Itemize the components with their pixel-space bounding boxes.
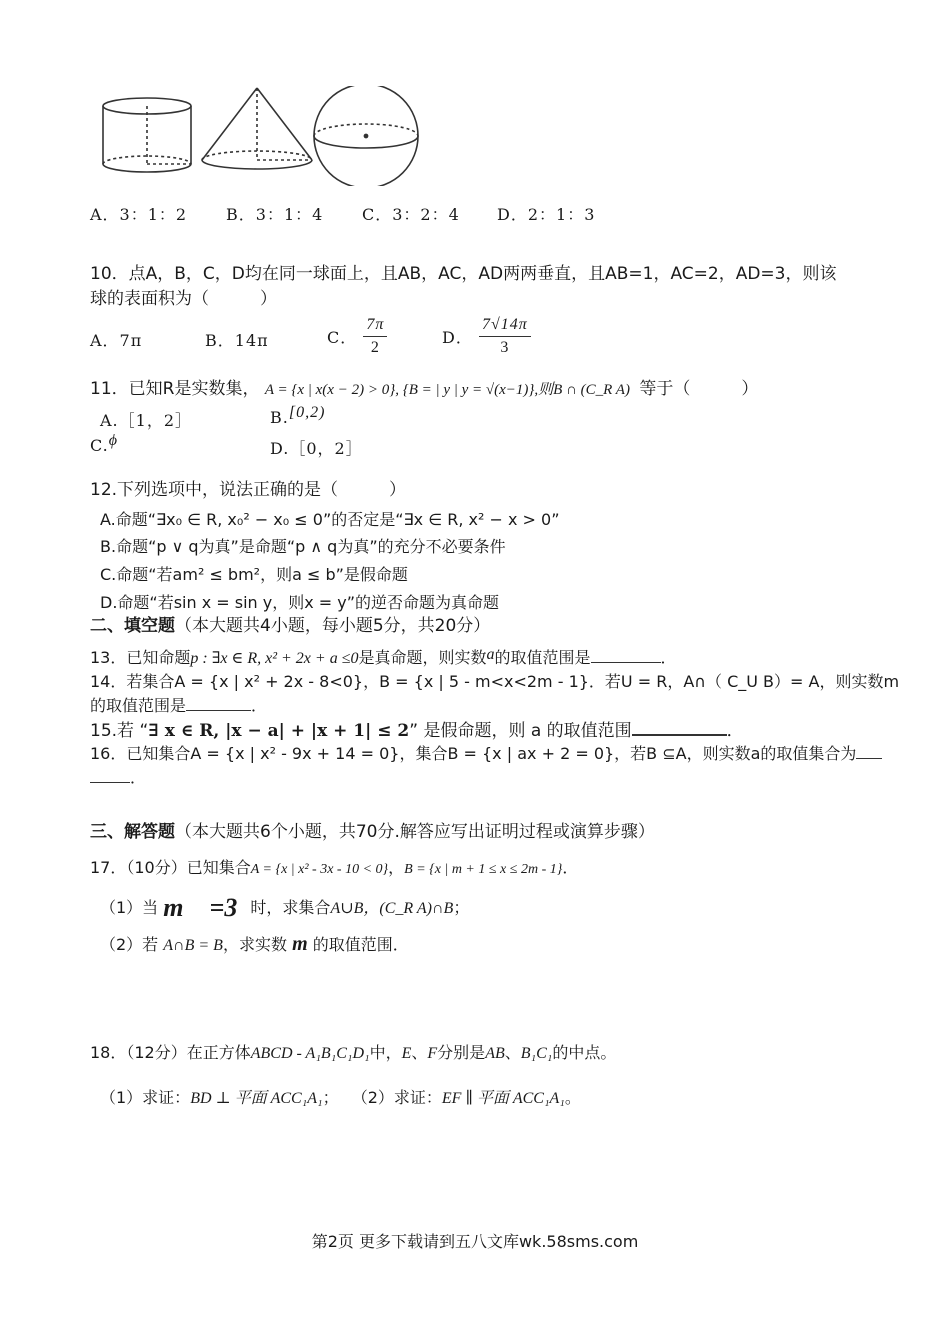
q16-line1-text: 16．已知集合A = {x | x² - 9x + 14 = 0}，集合B = {x | ax + 2 = 0}，若B ⊆A，则实数a的取值集合为 (90, 744, 857, 763)
sphere-figure (314, 86, 418, 186)
q16-stem-line2: ． (90, 766, 146, 790)
q15-answer-blank[interactable] (632, 718, 727, 736)
q14-answer-blank[interactable] (186, 694, 251, 711)
q10-option-c-numerator: 7π (363, 316, 387, 337)
q10-option-d-fraction (479, 316, 531, 357)
q10-option-d-numerator: 7√14π (479, 316, 531, 337)
q18-stem-text: 18．（12分）在正方体 (90, 1043, 251, 1062)
q17-part2-var: m (292, 933, 308, 955)
q16-answer-blank-b[interactable] (90, 766, 130, 783)
q18-mid2: 分别是 (437, 1043, 486, 1062)
q11-option-d: D.［0，2］ (270, 439, 363, 458)
q17-part2-mid: ，求实数 (222, 935, 287, 954)
q11-option-b (270, 404, 325, 427)
q17-part1-end: ； (453, 898, 470, 917)
q10-option-d (442, 316, 531, 357)
q12-stem: 12.下列选项中，说法正确的是（ ） (90, 480, 407, 500)
q13-answer-blank[interactable] (591, 646, 661, 663)
q10-stem-line2: 球的表面积为（ ） (90, 289, 277, 309)
q10-option-c-label: C． (327, 328, 358, 347)
cylinder-figure (103, 98, 191, 172)
cone-figure (202, 88, 312, 169)
q15-stem: 15.若 “∃ x ∈ R, |x − a| + |x + 1| ≤ 2” 是假命题，则 a 的取值范围 ． (90, 718, 744, 743)
section2-title: 二、填空题 (90, 616, 175, 636)
q17-part2-end: 的取值范围． (312, 935, 409, 954)
q18-cube: ABCD - A₁B₁C₁D₁ (250, 1045, 370, 1062)
q11-option-c-value: ϕ (108, 432, 119, 449)
q17-part2-condition: A∩B = B (163, 937, 223, 954)
q11-option-c-label: C. (90, 436, 109, 455)
q16-answer-blank-a[interactable] (856, 742, 882, 759)
q11-option-b-label: B. (270, 408, 289, 427)
q13-formula: p : ∃x ∈ R, x² + 2x + a ≤0 (190, 650, 359, 667)
section2-heading (90, 614, 490, 638)
q11-formula: A = {x | x(x − 2) > 0}, {B = | y | y = √(x−1)},则B ∩ (C_R A) (264, 382, 630, 398)
q18-ab: AB (485, 1045, 505, 1062)
q17-stem (90, 856, 578, 882)
q17-stem-text: 17．（10分）已知集合 (90, 858, 251, 877)
q10-option-a: A．7π (90, 331, 143, 350)
section3-note: （本大题共6个小题，共70分.解答应写出证明过程或演算步骤） (175, 822, 655, 842)
q10-stem-line1: 10．点A，B，C，D均在同一球面上，且AB，AC，AD两两垂直，且AB=1，AC=2，AD=3，则该 (90, 264, 837, 284)
section3-heading (90, 820, 655, 844)
q17-part1-equation: m =3 (163, 893, 238, 922)
q15-pre: 15.若 “ (90, 721, 149, 741)
q14-stem-line1: 14．若集合A = {x | x² + 2x - 8<0}，B = {x | 5 - m<x<2m - 1}．若U = R，A∩（ C_U B）= A，则实数m (90, 672, 900, 691)
q17-part1-pre: （1）当 (100, 898, 159, 917)
q12-option-c: C.命题“若am² ≤ bm²，则a ≤ b”是假命题 (100, 565, 408, 584)
q11-option-a: A.［1，2］ (100, 411, 193, 430)
q9-option-a: A．3：1：2 (90, 205, 188, 224)
page-footer: 第2页 更多下载请到五八文库wk.58sms.com (311, 1232, 639, 1251)
q17-part2 (100, 932, 409, 958)
q11-tail: 等于（ ） (639, 379, 759, 399)
q11-option-b-value: [0,2) (288, 404, 326, 421)
q18-b1c1: B₁C₁ (520, 1045, 553, 1062)
q16-stem-line1 (90, 742, 882, 766)
q11-stem (90, 377, 758, 402)
q10-option-c-fraction (363, 316, 387, 357)
q9-option-d: D．2：1：3 (497, 205, 596, 224)
section2-note: （本大题共4小题，每小题5分，共20分） (175, 616, 491, 636)
q11-option-c (90, 432, 118, 455)
q15-post: ” 是假命题，则 a 的取值范围 (409, 721, 632, 741)
q18-part2-end: 。 (564, 1088, 581, 1107)
q9-option-b: B．3：1：4 (226, 205, 324, 224)
q12-option-d: D.命题“若sin x = sin y，则x = y”的逆否命题为真命题 (100, 593, 500, 612)
q13-pre: 13．已知命题 (90, 648, 191, 667)
q18-part2-formula: EF ∥ 平面 ACC₁A₁ (441, 1090, 565, 1107)
q10-option-b: B．14π (205, 331, 269, 350)
q18-mid1: 中， (369, 1043, 402, 1062)
q11-stem-text: 11．已知R是实数集， (90, 379, 260, 399)
q18-part1-pre: （1）求证： (100, 1088, 191, 1107)
q18-part2-pre: （2）求证： (351, 1088, 442, 1107)
q18-sep: 、 (411, 1043, 428, 1062)
q17-period: ． (562, 858, 579, 877)
q9-option-c: C．3：2：4 (362, 205, 460, 224)
q13-mid: 是真命题，则实数 (358, 648, 487, 667)
q18-part1-formula: BD ⊥ 平面 ACC₁A₁ (190, 1090, 323, 1107)
q10-option-c (327, 316, 387, 357)
q12-option-b: B.命题“p ∨ q为真”是命题“p ∧ q为真”的充分不必要条件 (100, 537, 506, 556)
q10-option-d-denominator: 3 (500, 339, 510, 356)
section3-title: 三、解答题 (90, 822, 175, 842)
q17-comma: ， (388, 858, 405, 877)
q18-f: F (427, 1045, 438, 1062)
q17-part1 (100, 893, 470, 922)
q14-line2-text: 的取值范围是 (90, 696, 187, 715)
q10-option-d-label: D． (442, 328, 473, 347)
q17-part1-mid: 时，求集合 (250, 898, 331, 917)
q18-sep2: 、 (504, 1043, 521, 1062)
q17-part2-pre: （2）若 (100, 935, 159, 954)
q17-set-b: B = {x | m + 1 ≤ x ≤ 2m - 1} (404, 862, 563, 877)
q13-stem: 13．已知命题p : ∃x ∈ R, x² + 2x + a ≤0是真命题，则实数a的取值范围是 ． (90, 646, 677, 667)
q18-end: 的中点。 (552, 1043, 617, 1062)
q13-var: a (486, 646, 495, 663)
q15-formula: ∃ x ∈ R, |x − a| + |x + 1| ≤ 2 (148, 721, 410, 741)
solids-figure (96, 86, 426, 186)
q18-part1-end: ； (322, 1088, 339, 1107)
q10-option-c-denominator: 2 (370, 339, 380, 356)
q18-stem (90, 1041, 616, 1066)
q18-e: E (401, 1045, 412, 1062)
q18-parts (100, 1086, 581, 1111)
q17-part1-sets: A∪B，(C_R A)∩B (330, 900, 454, 917)
q17-set-a: A = {x | x² - 3x - 10 < 0} (250, 862, 389, 877)
q14-stem-line2: 的取值范围是 ． (90, 696, 268, 715)
q13-post: 的取值范围是 (494, 648, 591, 667)
q12-option-a: A.命题“∃x₀ ∈ R, x₀² − x₀ ≤ 0”的否定是“∃x ∈ R, x² − x > 0” (100, 510, 560, 529)
